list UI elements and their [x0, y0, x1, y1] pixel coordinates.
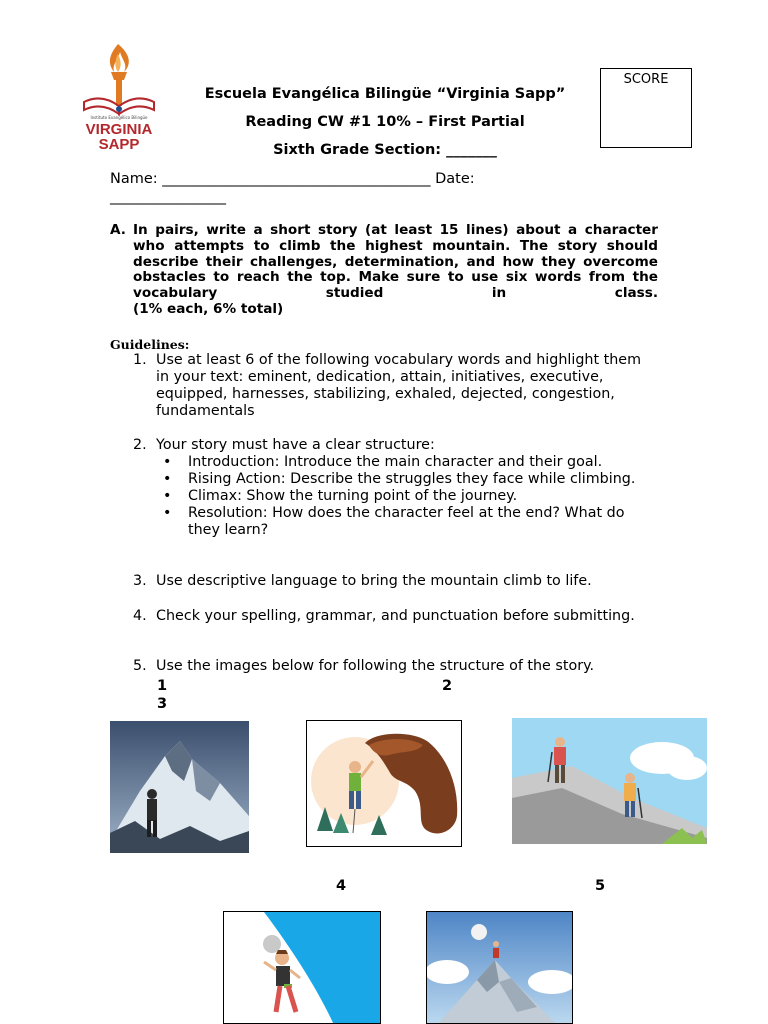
guideline-number: 5. [133, 658, 147, 674]
picture-climber-falling [223, 911, 381, 1024]
bullet-icon: • [163, 488, 172, 504]
score-label: SCORE [623, 72, 669, 87]
picture-hiker-facing-mountain [110, 721, 249, 853]
structure-bullet [163, 505, 653, 539]
guideline-text: Use descriptive language to bring the mountain climb to life. [156, 573, 592, 589]
guideline-number: 1. [133, 352, 147, 368]
logo-small-text: Instituto Evangélico Bilingüe [90, 115, 148, 120]
guideline-text: Check your spelling, grammar, and punctuation before submitting. [156, 608, 635, 624]
school-name: Escuela Evangélica Bilingüe “Virginia Sapp” [204, 86, 566, 102]
guideline-item-2 [133, 437, 653, 454]
date-blank-line: ________________ [110, 189, 226, 205]
score-box [600, 68, 692, 148]
grade-section: Sixth Grade Section: _______ [273, 142, 497, 158]
picture-climber-on-rock [306, 720, 462, 847]
structure-bullet-list [163, 454, 653, 539]
assignment-title: Reading CW #1 10% – First Partial [245, 114, 525, 130]
bullet-text: Rising Action: Describe the struggles they face while climbing. [188, 471, 636, 487]
task-instructions [110, 223, 658, 318]
structure-bullet [163, 488, 653, 505]
guideline-item-4 [133, 608, 653, 625]
guideline-number: 2. [133, 437, 147, 453]
picture-summit [426, 911, 573, 1024]
image-number-5: 5 [595, 878, 606, 894]
bullet-icon: • [163, 505, 172, 521]
task-marker: A. [110, 222, 126, 238]
guideline-text: Use the images below for following the structure of the story. [156, 658, 595, 674]
guideline-item-3 [133, 573, 653, 590]
guideline-number: 4. [133, 608, 147, 624]
structure-bullet [163, 454, 653, 471]
school-logo [78, 42, 160, 154]
bullet-text: Resolution: How does the character feel at the end? What do they learn? [188, 505, 625, 538]
name-date-line: Name: _____________________________________ Date: [110, 171, 475, 187]
guidelines-title: Guidelines: [110, 337, 190, 352]
guideline-text: Use at least 6 of the following vocabulary words and highlight them in your text: eminent, dedication, attain, initiatives, executive, equipped, harnesses, stabilizing, exhaled, dejected, congestion, fundamentals [156, 352, 642, 419]
picture-hikers-on-slope [512, 718, 707, 844]
bullet-icon: • [163, 471, 172, 487]
task-points: (1% each, 6% total) [133, 300, 284, 317]
guideline-item-1 [133, 352, 653, 420]
image-number-1: 1 [157, 678, 168, 694]
image-number-4: 4 [336, 878, 347, 894]
logo-text-line1: VIRGINIA [85, 121, 153, 138]
structure-bullet [163, 471, 653, 488]
image-number-3: 3 [157, 696, 168, 712]
guideline-item-5 [133, 658, 653, 675]
task-text: In pairs, write a short story (at least 15 lines) about a character who attempts to climb the highest mountain. The story should describe their challenges, determination, and how they overcome obstacles to reach the top. Make sure to use six words from the vocabulary studied in class. [133, 222, 658, 302]
bullet-text: Introduction: Introduce the main character and their goal. [188, 454, 603, 470]
guideline-number: 3. [133, 573, 147, 589]
guideline-text: Your story must have a clear structure: [156, 437, 435, 453]
image-number-2: 2 [442, 678, 453, 694]
bullet-text: Climax: Show the turning point of the journey. [188, 488, 518, 504]
logo-text-line2: SAPP [98, 136, 140, 153]
bullet-icon: • [163, 454, 172, 470]
